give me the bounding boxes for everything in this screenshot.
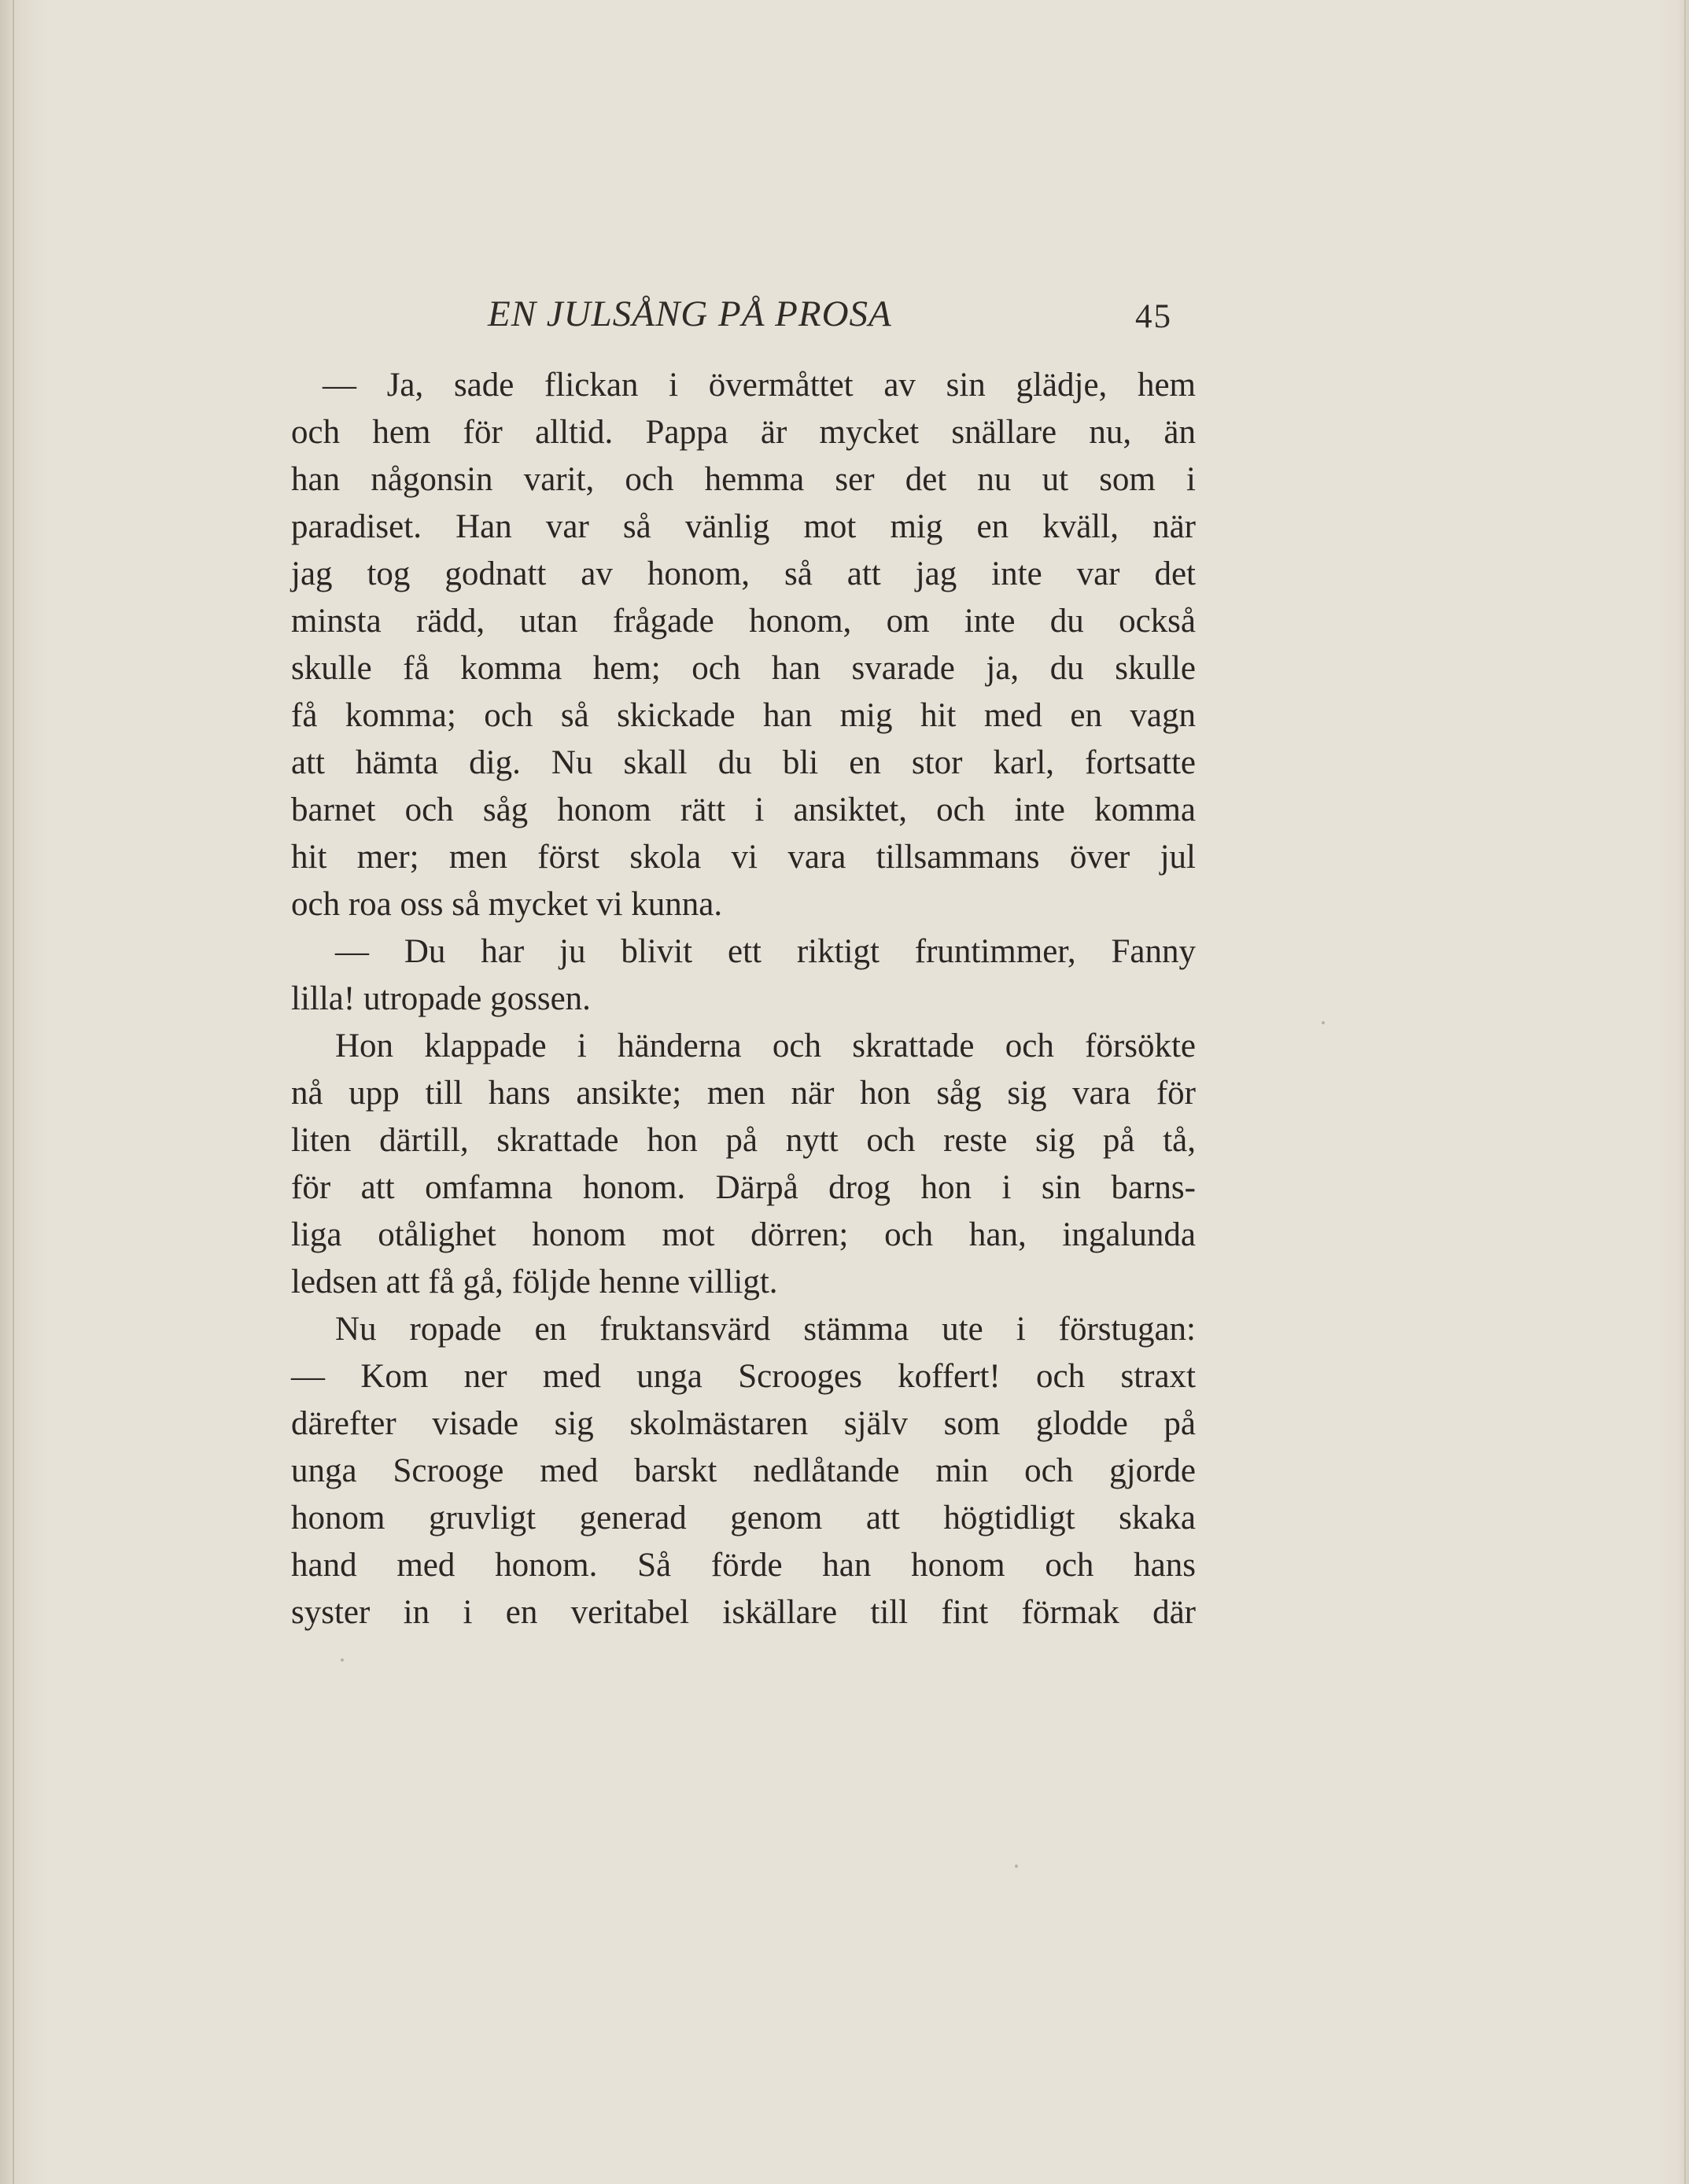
text-line: jag tog godnatt av honom, så att jag inte var det — [291, 555, 1196, 592]
text-line: liten därtill, skrattade hon på nytt och reste sig på tå, — [291, 1122, 1196, 1159]
text-line: syster in i en veritabel iskällare till fint förmak där — [291, 1594, 1196, 1631]
text-line: honom gruvligt generad genom att högtidligt skaka — [291, 1500, 1196, 1537]
text-line: Nu ropade en fruktansvärd stämma ute i förstugan: — [335, 1311, 1196, 1348]
text-line: och hem för alltid. Pappa är mycket snällare nu, än — [291, 414, 1196, 451]
text-line: för att omfamna honom. Därpå drog hon i sin barns- — [291, 1169, 1196, 1206]
text-line: — Kom ner med unga Scrooges koffert! och straxt — [291, 1358, 1196, 1395]
paper-speck — [1322, 1021, 1325, 1024]
text-line: han någonsin varit, och hemma ser det nu ut som i — [291, 461, 1196, 498]
text-line: lilla! utropade gossen. — [291, 980, 591, 1017]
text-line: — Ja, sade flickan i övermåttet av sin glädje, hem — [323, 367, 1196, 404]
body-text — [291, 362, 1196, 1636]
running-head-title: EN JULSÅNG PÅ PROSA — [488, 293, 892, 334]
page-gutter-line — [13, 0, 14, 2184]
text-line: — Du har ju blivit ett riktigt fruntimmer, Fanny — [335, 933, 1196, 970]
text-line: hit mer; men först skola vi vara tillsammans över jul — [291, 839, 1196, 876]
text-line: hand med honom. Så förde han honom och hans — [291, 1547, 1196, 1584]
page-left-edge-shadow — [0, 0, 47, 2184]
text-line: att hämta dig. Nu skall du bli en stor karl, fortsatte — [291, 744, 1196, 781]
text-line: och roa oss så mycket vi kunna. — [291, 886, 723, 923]
text-line: liga otålighet honom mot dörren; och han, ingalunda — [291, 1216, 1196, 1253]
text-line: barnet och såg honom rätt i ansiktet, och inte komma — [291, 791, 1196, 828]
page-number: 45 — [1135, 298, 1172, 335]
text-line: paradiset. Han var så vänlig mot mig en kväll, när — [291, 508, 1196, 545]
paper-speck — [341, 1658, 344, 1662]
text-line: minsta rädd, utan frågade honom, om inte du också — [291, 603, 1196, 640]
text-line: få komma; och så skickade han mig hit med en vagn — [291, 697, 1196, 734]
text-line: skulle få komma hem; och han svarade ja, du skulle — [291, 650, 1196, 687]
text-line: därefter visade sig skolmästaren själv som glodde på — [291, 1405, 1196, 1442]
text-line: Hon klappade i händerna och skrattade och försökte — [335, 1027, 1196, 1064]
text-line: unga Scrooge med barskt nedlåtande min och gjorde — [291, 1452, 1196, 1489]
text-line: ledsen att få gå, följde henne villigt. — [291, 1264, 778, 1300]
text-line: nå upp till hans ansikte; men när hon såg sig vara för — [291, 1075, 1196, 1112]
running-head — [488, 293, 1172, 340]
page-right-edge-line — [1684, 0, 1686, 2184]
paper-speck — [1015, 1865, 1018, 1868]
